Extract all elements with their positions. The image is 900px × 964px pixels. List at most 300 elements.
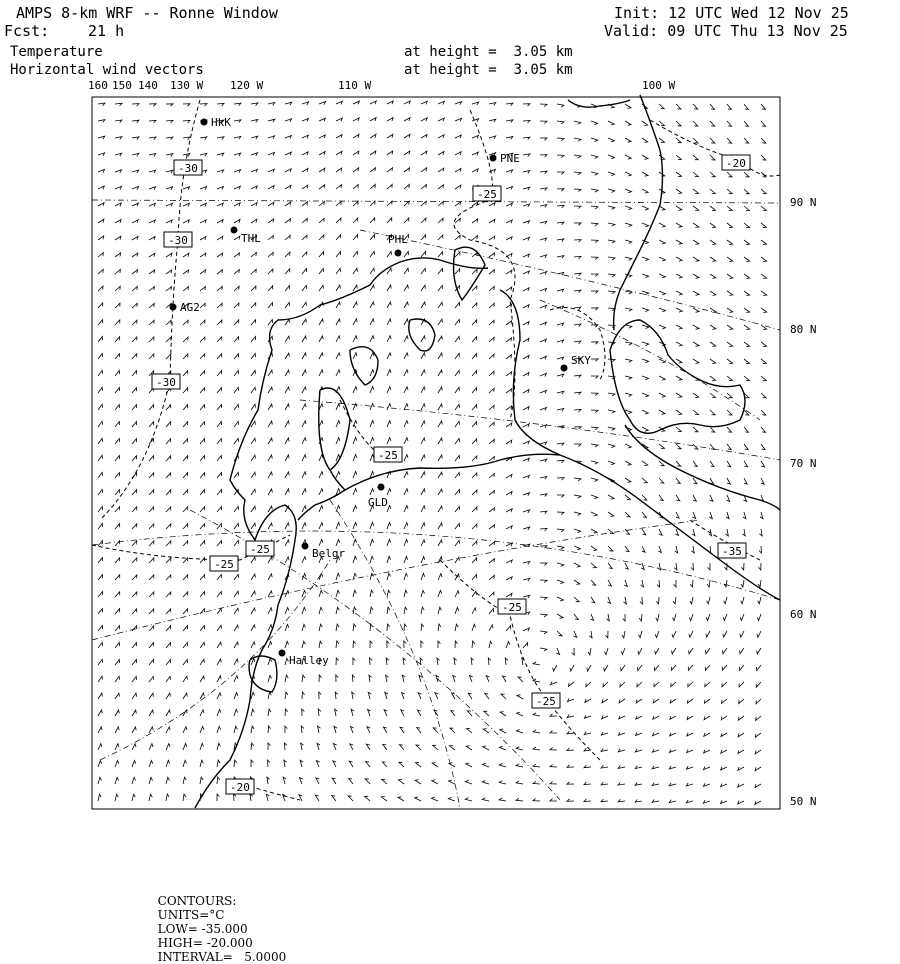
wind-vector: [704, 699, 710, 703]
wind-vector: [489, 236, 495, 240]
wind-vector: [217, 541, 222, 546]
wind-vector: [421, 151, 427, 155]
wind-vector: [319, 624, 322, 631]
wind-vector: [591, 308, 598, 310]
wind-vector: [387, 201, 392, 206]
wind-vector: [353, 472, 357, 479]
wind-vector: [710, 257, 716, 261]
wind-vector: [567, 748, 574, 751]
wind-vector: [183, 575, 188, 580]
wind-vector: [673, 597, 676, 604]
wind-vector: [432, 797, 439, 801]
wind-vector: [132, 270, 138, 274]
wind-vector: [674, 563, 677, 570]
wind-vector: [200, 609, 205, 614]
wind-vector: [268, 760, 271, 767]
wind-vector: [251, 286, 256, 291]
wind-vector: [421, 302, 425, 308]
wind-vector: [149, 320, 154, 325]
wind-vector: [200, 371, 205, 376]
wind-vector: [438, 370, 442, 376]
wind-vector: [285, 336, 289, 342]
wind-vector: [234, 760, 237, 767]
wind-vector: [301, 743, 304, 750]
wind-vector: [387, 151, 393, 155]
contour-label: -25: [477, 188, 497, 201]
wind-vector: [268, 286, 273, 291]
wind-vector: [693, 274, 699, 278]
wind-vector: [686, 766, 693, 769]
wind-vector: [484, 711, 489, 716]
wind-vector: [624, 580, 627, 587]
wind-vector: [642, 206, 648, 210]
wind-vector: [315, 795, 319, 801]
wind-vector: [98, 744, 102, 750]
wind-vector: [115, 320, 120, 325]
wind-vector: [370, 353, 374, 359]
wind-vector: [642, 121, 648, 126]
wind-vector: [450, 728, 455, 733]
wind-vector: [268, 103, 275, 106]
height-temperature: at height = 3.05 km: [404, 44, 573, 60]
wind-vector: [98, 524, 103, 530]
wind-vector: [115, 693, 119, 699]
wind-vector: [642, 257, 649, 261]
wind-vector: [285, 269, 290, 274]
wind-vector: [591, 563, 596, 568]
wind-vector: [98, 320, 103, 325]
wind-vector: [217, 726, 221, 733]
wind-vector: [540, 511, 547, 514]
wind-vector: [132, 337, 137, 342]
wind-vector: [693, 223, 699, 227]
wind-vector: [217, 270, 223, 274]
wind-vector: [693, 155, 698, 160]
wind-vector: [404, 184, 409, 189]
wind-vector: [693, 121, 698, 126]
wind-vector: [115, 626, 120, 631]
wind-vector: [489, 354, 494, 359]
wind-vector: [455, 387, 460, 393]
wind-vector: [506, 389, 512, 393]
wind-vector: [98, 489, 103, 495]
wind-vector: [483, 746, 489, 750]
wind-vector: [387, 168, 393, 172]
wind-vector: [455, 523, 460, 529]
wind-vector: [421, 455, 425, 461]
wind-vector: [387, 268, 391, 274]
wind-vector: [489, 405, 494, 410]
lat-label-50: 50 N: [790, 795, 817, 808]
wind-vector: [234, 625, 238, 631]
wind-vector: [200, 777, 203, 784]
wind-vector: [506, 474, 512, 478]
wind-vector: [98, 120, 105, 123]
graticule-line: [360, 230, 780, 330]
wind-vector: [757, 665, 762, 671]
wind-vector: [655, 631, 659, 638]
wind-vector: [251, 591, 255, 597]
wind-vector: [353, 235, 358, 240]
wind-vector: [676, 206, 682, 210]
wind-vector: [319, 252, 324, 257]
wind-vector: [591, 529, 597, 533]
wind-vector: [506, 203, 512, 206]
wind-vector: [387, 184, 392, 189]
wind-vector: [438, 235, 443, 240]
wind-vector: [523, 407, 529, 410]
wind-vector: [659, 393, 665, 397]
wind-vector: [710, 172, 715, 177]
wind-vector: [499, 781, 506, 784]
wind-vector: [727, 240, 733, 245]
wind-vector: [438, 269, 443, 274]
wind-vector: [591, 121, 598, 125]
wind-vector: [693, 478, 697, 484]
station-marker: [561, 365, 568, 372]
wind-vector: [336, 336, 340, 342]
wind-vector: [217, 575, 222, 581]
wind-vector: [676, 257, 682, 261]
wind-vector: [349, 779, 353, 785]
wind-vector: [149, 575, 154, 580]
wind-vector: [540, 459, 547, 462]
wind-vector: [302, 641, 305, 648]
wind-vector: [500, 729, 506, 733]
wind-vector: [489, 609, 494, 615]
wind-vector: [759, 563, 762, 570]
wind-vector: [625, 444, 631, 448]
lon-label-150: 150: [112, 79, 132, 92]
wind-vector: [370, 101, 376, 104]
wind-vector: [676, 359, 682, 363]
wind-vector: [604, 665, 608, 671]
wind-vector: [438, 472, 442, 478]
wind-vector: [251, 489, 255, 495]
wind-vector: [472, 269, 477, 274]
wind-vector: [404, 134, 410, 138]
wind-vector: [132, 422, 137, 427]
wind-vector: [489, 641, 492, 648]
wind-vector: [744, 461, 748, 467]
wind-vector: [132, 710, 136, 716]
wind-vector: [506, 287, 512, 291]
wind-vector: [693, 206, 699, 211]
wind-vector: [692, 529, 695, 536]
wind-vector: [744, 359, 750, 364]
wind-vector: [166, 676, 171, 682]
wind-vector: [404, 101, 410, 104]
wind-vector: [468, 693, 472, 699]
wind-vector: [302, 353, 306, 359]
wind-vector: [608, 223, 615, 226]
wind-vector: [421, 268, 426, 274]
wind-vector: [659, 104, 664, 109]
wind-vector: [676, 308, 682, 312]
wind-vector: [285, 219, 291, 223]
wind-vector: [466, 763, 472, 767]
wind-vector: [217, 153, 224, 156]
wind-vector: [625, 104, 631, 108]
wind-vector: [234, 286, 239, 291]
wind-vector: [399, 762, 404, 767]
wind-vector: [370, 624, 373, 631]
wind-vector: [455, 591, 459, 597]
wind-vector: [584, 732, 591, 735]
wind-vector: [557, 172, 564, 174]
wind-vector: [251, 642, 255, 648]
wind-vector: [166, 609, 171, 614]
wind-vector: [761, 206, 766, 211]
wind-vector: [691, 546, 694, 553]
wind-vector: [336, 540, 340, 547]
wind-vector: [336, 404, 340, 410]
wind-vector: [704, 716, 710, 720]
wind-vector: [601, 765, 608, 768]
wind-vector: [370, 285, 374, 291]
wind-vector: [200, 507, 205, 512]
wind-vector: [115, 710, 119, 716]
wind-vector: [317, 743, 320, 750]
wind-vector: [761, 393, 766, 398]
wind-vector: [688, 665, 693, 670]
wind-vector: [523, 271, 529, 274]
wind-vector: [693, 495, 696, 501]
wind-vector: [166, 744, 170, 750]
wind-vector: [98, 659, 103, 665]
wind-vector: [489, 136, 496, 139]
wind-vector: [332, 778, 336, 784]
wind-vector: [98, 219, 104, 223]
wind-vector: [557, 323, 564, 326]
wind-vector: [149, 761, 153, 768]
wind-vector: [676, 461, 681, 466]
wind-vector: [336, 506, 340, 513]
wind-vector: [438, 590, 442, 597]
wind-vector: [625, 172, 631, 176]
wind-vector: [385, 692, 388, 699]
wind-vector: [98, 472, 103, 478]
wind-vector: [404, 268, 409, 274]
wind-vector: [115, 794, 118, 801]
wind-vector: [353, 218, 358, 223]
wind-vector: [353, 387, 357, 393]
wind-vector: [727, 308, 733, 312]
wind-vector: [336, 438, 340, 444]
wind-vector: [625, 138, 631, 142]
wind-vector: [523, 288, 529, 291]
wind-vector: [115, 337, 120, 342]
wind-vector: [132, 303, 137, 308]
wind-vector: [217, 676, 221, 682]
wind-vector: [404, 540, 408, 547]
wind-vector: [268, 119, 275, 122]
wind-vector: [166, 490, 171, 495]
wind-vector: [557, 580, 564, 584]
wind-vector: [472, 524, 477, 529]
lat-label-60: 60 N: [790, 608, 817, 621]
wind-vector: [591, 393, 598, 396]
wind-vector: [540, 442, 547, 445]
wind-vector: [200, 575, 205, 580]
wind-vector: [404, 218, 409, 223]
wind-vector: [98, 286, 103, 291]
wind-vector: [727, 274, 733, 279]
wind-vector: [366, 762, 370, 768]
wind-vector: [115, 286, 120, 291]
wind-vector: [574, 375, 581, 378]
wind-vector: [166, 104, 173, 106]
lon-label-130: 130 W: [170, 79, 204, 92]
wind-vector: [676, 274, 682, 278]
wind-vector: [455, 336, 460, 342]
wind-vector: [574, 138, 581, 141]
wind-vector: [642, 461, 648, 466]
wind-vector: [744, 172, 749, 177]
graticule-line: [300, 400, 780, 460]
wind-vector: [693, 427, 698, 432]
wind-vector: [710, 444, 715, 449]
wind-vector: [557, 614, 563, 618]
wind-vector: [149, 744, 153, 750]
wind-vector: [301, 726, 304, 733]
wind-vector: [727, 172, 732, 177]
wind-vector: [183, 104, 190, 107]
wind-vector: [350, 744, 353, 750]
wind-vector: [132, 236, 138, 240]
wind-vector: [183, 541, 188, 546]
wind-vector: [540, 288, 547, 291]
wind-vector: [723, 614, 727, 621]
wind-vector: [540, 188, 547, 191]
wind-vector: [336, 218, 341, 223]
wind-vector: [676, 121, 681, 126]
wind-vector: [455, 370, 460, 376]
wind-vector: [421, 336, 425, 342]
wind-vector: [217, 439, 222, 445]
wind-vector: [676, 138, 681, 143]
wind-vector: [489, 303, 494, 308]
wind-vector: [404, 151, 410, 155]
wind-vector: [336, 319, 340, 325]
wind-vector: [540, 238, 547, 241]
wind-vector: [455, 404, 460, 410]
wind-vector: [727, 291, 733, 295]
coastline-north: [568, 100, 630, 107]
wind-vector: [98, 676, 103, 682]
wind-vector: [710, 155, 715, 160]
wind-vector: [370, 268, 374, 274]
wind-vector: [404, 319, 408, 325]
wind-vector: [570, 665, 574, 671]
wind-vector: [336, 370, 340, 376]
wind-vector: [744, 257, 750, 262]
wind-vector: [370, 556, 374, 563]
wind-vector: [455, 507, 460, 513]
wind-vector: [605, 648, 609, 655]
wind-vector: [625, 325, 632, 328]
wind-vector: [432, 780, 438, 784]
wind-vector: [642, 376, 649, 380]
wind-vector: [251, 153, 258, 156]
wind-vector: [438, 185, 444, 189]
wind-vector: [353, 285, 357, 291]
wind-vector: [336, 252, 341, 258]
wind-vector: [268, 692, 271, 699]
wind-vector: [387, 438, 391, 444]
wind-vector: [319, 506, 323, 512]
wind-vector: [302, 421, 306, 427]
wind-vector: [557, 256, 564, 259]
wind-vector: [670, 733, 676, 736]
wind-vector: [98, 507, 103, 513]
wind-vector: [132, 558, 137, 563]
wind-vector: [370, 184, 375, 189]
wind-vector: [472, 219, 478, 223]
wind-vector: [302, 102, 309, 105]
wind-vector: [417, 728, 421, 734]
wind-vector: [557, 409, 564, 412]
wind-vector: [421, 387, 425, 393]
wind-vector: [335, 692, 338, 699]
wind-vector: [642, 546, 645, 552]
wind-vector: [332, 796, 336, 802]
wind-vector: [455, 252, 460, 257]
wind-vector: [370, 168, 376, 172]
wind-vector: [533, 662, 540, 665]
wind-vector: [438, 319, 442, 325]
wind-vector: [370, 438, 374, 445]
wind-vector: [98, 404, 103, 410]
wind-vector: [654, 665, 659, 671]
wind-vector: [200, 270, 206, 274]
wind-vector: [591, 240, 598, 243]
wind-vector: [268, 387, 272, 393]
wind-vector: [523, 510, 530, 513]
wind-vector: [608, 580, 612, 586]
wind-vector: [756, 699, 761, 704]
wind-vector: [166, 287, 172, 291]
wind-vector: [551, 682, 558, 685]
wind-vector: [659, 257, 665, 261]
wind-vector: [574, 189, 581, 192]
wind-vector: [591, 257, 598, 260]
wind-vector: [455, 118, 462, 121]
wind-vector: [455, 607, 459, 614]
wind-vector: [234, 337, 239, 342]
wind-vector: [517, 712, 523, 716]
wind-vector: [727, 138, 732, 143]
wind-vector: [744, 342, 750, 347]
wind-vector: [183, 626, 188, 631]
wind-vector: [387, 523, 391, 530]
wind-vector: [132, 777, 136, 784]
wind-vector: [499, 764, 506, 768]
wind-vector: [642, 529, 646, 535]
wind-vector: [755, 733, 761, 737]
wind-vector: [687, 716, 693, 720]
wind-vector: [653, 699, 659, 703]
wind-vector: [149, 609, 154, 614]
wind-vector: [149, 405, 154, 410]
map-frame: [92, 97, 780, 809]
wind-vector: [200, 104, 207, 107]
wind-vector: [584, 765, 591, 768]
forecast-value: 21 h: [88, 22, 125, 40]
wind-vector: [217, 456, 222, 462]
lon-label-100: 100 W: [642, 79, 676, 92]
wind-vector: [676, 172, 682, 177]
